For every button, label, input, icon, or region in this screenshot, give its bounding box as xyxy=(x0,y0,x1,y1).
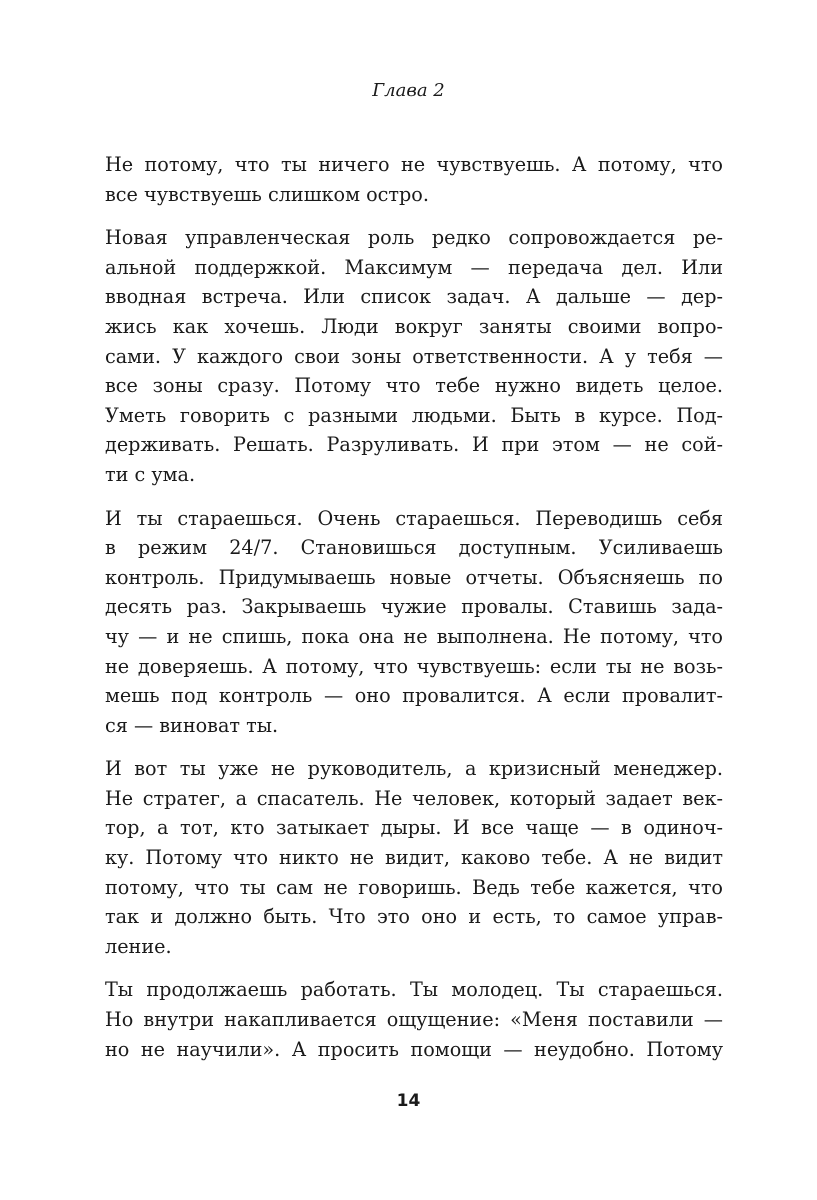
text-line: все чувствуешь слишком остро. xyxy=(105,182,429,206)
text-line: И вот ты уже не руководитель, а кризисный менеджер. xyxy=(105,757,723,781)
text-line: Но внутри накапливается ощущение: «Меня поставили — xyxy=(105,1008,723,1032)
text-line: все зоны сразу. Потому что тебе нужно видеть целое. xyxy=(105,374,723,398)
text-line: Не стратег, а спасатель. Не человек, который задает век- xyxy=(105,786,723,810)
page-number: 14 xyxy=(396,1091,421,1111)
text-line: держивать. Решать. Разруливать. И при этом — не сой- xyxy=(105,433,723,457)
text-line: ти с ума. xyxy=(105,462,196,486)
text-line: но не научили». А просить помощи — неудобно. Потому xyxy=(105,1037,723,1061)
running-head: Глава 2 xyxy=(372,80,445,101)
text-line: потому, что ты сам не говоришь. Ведь тебе кажется, что xyxy=(105,875,723,899)
body-text xyxy=(105,150,723,1078)
paragraph xyxy=(105,754,723,961)
paragraph xyxy=(105,975,723,1064)
paragraph xyxy=(105,504,723,741)
text-line: тор, а тот, кто затыкает дыры. И все чаще — в одиноч- xyxy=(105,816,723,840)
text-line: ку. Потому что никто не видит, каково тебе. А не видит xyxy=(105,846,723,870)
text-line: сами. У каждого свои зоны ответственности. А у тебя — xyxy=(105,344,723,368)
text-line: в режим 24/7. Становишься доступным. Усиливаешь xyxy=(105,536,723,560)
text-line: так и должно быть. Что это оно и есть, то самое управ- xyxy=(105,905,723,929)
text-line: ление. xyxy=(105,934,172,958)
text-line: Ты продолжаешь работать. Ты молодец. Ты стараешься. xyxy=(105,978,723,1002)
paragraph xyxy=(105,150,723,209)
text-line: десять раз. Закрываешь чужие провалы. Ставишь зада- xyxy=(105,595,723,619)
text-line: Не потому, что ты ничего не чувствуешь. А потому, что xyxy=(105,153,723,176)
text-line: ся — виноват ты. xyxy=(105,713,279,737)
text-line: не доверяешь. А потому, что чувствуешь: если ты не возь- xyxy=(105,654,723,678)
text-line: вводная встреча. Или список задач. А дальше — дер- xyxy=(105,285,723,309)
text-line: контроль. Придумываешь новые отчеты. Объясняешь по xyxy=(105,565,723,589)
text-line: мешь под контроль — оно провалится. А если провалит- xyxy=(105,684,723,708)
text-line: жись как хочешь. Люди вокруг заняты своими вопро- xyxy=(105,314,723,338)
text-line: чу — и не спишь, пока она не выполнена. Не потому, что xyxy=(105,624,723,648)
text-line: Уметь говорить с разными людьми. Быть в курсе. Под- xyxy=(105,403,723,427)
text-line: Новая управленческая роль редко сопровождается ре- xyxy=(105,226,723,250)
paragraph xyxy=(105,223,723,489)
text-line: альной поддержкой. Максимум — передача дел. Или xyxy=(105,255,723,279)
text-line: И ты стараешься. Очень стараешься. Переводишь себя xyxy=(105,506,723,530)
